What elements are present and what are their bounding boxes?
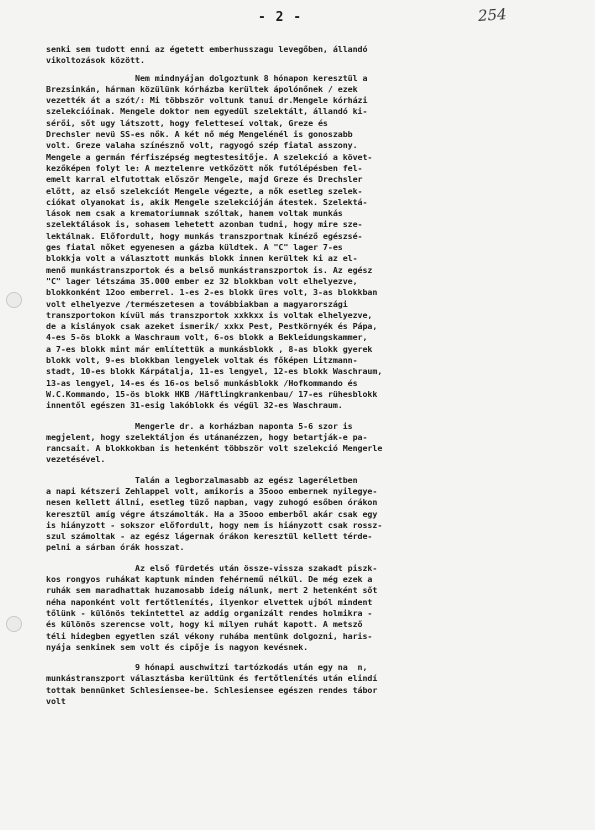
text-line: téli hidegben egyetlen szál vékony ruhába mentünk dolgozni, haris- [46,630,373,641]
text-line: volt elhelyezve /természetesen a továbbiakban a magyarországi [46,298,348,309]
text-line: de a kislányok csak azeket ismerik/ xxkx Pest, Pestkörnyék és Pápa, [46,321,378,332]
paragraph [46,421,566,466]
text-line: szul számoltak - az egész lágernak órákon keresztül kellett térde- [46,531,373,542]
punch-hole-bottom [6,616,22,632]
text-line: menő munkástranszportok és a belső munkástranszportok is. Az egész [46,264,373,275]
text-line: Mengerle dr. a korházban naponta 5-6 szor is [46,420,353,431]
text-line: volt. Greze valaha színésznő volt, ragyogó szép fiatal asszony. [46,140,358,151]
text-line: vikoltozások között. [46,55,145,66]
paragraph [46,44,566,67]
text-line: sérői, sőt ugy látszott, hogy feletteseí voltak, Greze és [46,117,328,128]
text-line: a napi kétszeri Zehlappel volt, amikoris a 35ooo embernek nyilegye- [46,485,378,496]
text-line: Mengele a germán férfiszépség megtestesitője. A szelekció a követ- [46,151,373,162]
text-line: szelekcióinak. Mengele doktor nem egyedül szelektált, állandó ki- [46,106,368,117]
text-line: blokk volt, 9-es blokkban lengyelek voltak és főképen Litzmann- [46,355,358,366]
punch-hole-top [6,292,22,308]
text-line: innentől egészen 31-esig lakóblokk és végül 32-es Waschraum. [46,400,343,411]
text-line: néha naponként volt fertőtlenítés, ilyenkor elvettek ujból mindent [46,596,373,607]
text-line: vezetésével. [46,454,106,465]
text-line: vezették át a szót/: Mi többször voltunk tanui dr.Mengele kórházi [46,95,368,106]
text-line: a 7-es blokk mint már említettük a munkásblokk , 8-as blokk gyerek [46,343,373,354]
document-body [46,44,566,707]
text-line: 9 hónapi auschwitzi tartózkodás után egy na n, [46,662,368,673]
text-line: blokkonként 12oo emberrel. 1-es 2-es blokk üres volt, 3-as blokkban [46,287,378,298]
text-line: rancsait. A blokkokban is hetenként többször volt szelekció Mengerle [46,443,383,454]
paragraph [46,475,566,554]
text-line: "C" lager létszáma 35.000 ember ez 32 blokkban volt elhelyezve, [46,275,358,286]
text-line: Talán a legborzalmasabb az egész lageréletben [46,474,358,485]
paragraph [46,662,566,707]
text-line: munkástranszport választásba kerültünk és fertőtlenítés után elindí [46,673,378,684]
text-line: megjelent, hogy szelektáljon és utánanézzen, hogy betartják-e pa- [46,431,368,442]
page-number: - 2 - [258,10,303,25]
text-line: keresztül amíg végre átszámolták. Ha a 35ooo emberből akár csak egy [46,508,378,519]
text-line: és különös szerencse volt, hogy ki milyen ruhát kapott. A metsző [46,619,363,630]
text-line: lások nem csak a krematoriumnak szóltak, hanem voltak munkás [46,208,343,219]
text-line: ruhák sem maradhattak huzamosabb ideig nálunk, mert 2 hetenként sőt [46,585,378,596]
text-line: Drechsler nevü SS-es nők. A két nő még Mengelénél is gonoszabb [46,129,353,140]
text-line: stadt, 10-es blokk Kárpátalja, 11-es lengyel, 12-es blokk Waschraum, [46,366,383,377]
text-line: emelt karral elfutottak először Mengele, majd Greze és Drechsler [46,174,363,185]
handwritten-archive-number: 254 [477,5,508,25]
text-line: 13-as lengyel, 14-es és 16-os belső munkásblokk /Hofkommando és [46,377,358,388]
text-line: volt [46,696,66,707]
text-line: blokkja volt a választott munkás blokk innen kerültek ki az el- [46,253,358,264]
text-line: Nem mindnyájan dolgoztunk 8 hónapon keresztül a [46,72,368,83]
text-line: tottak bennünket Schlesiensee-be. Schlesiensee egészen rendes tábor [46,684,378,695]
paragraph [46,563,566,653]
text-line: előtt, az első szelekciót Mengele végezte, a nők esetleg szelek- [46,185,363,196]
text-line: lektálnak. Előfordult, hogy munkás transzportnak kinéző egészsé- [46,230,363,241]
text-line: W.C.Kommando, 15-ös blokk HKB /Häftlingkrankenbau/ 17-es rühesblokk [46,388,378,399]
paragraph [46,73,566,412]
text-line: kezőképen folyt le: A meztelenre vetkőzött nők futólépésben fel- [46,162,363,173]
text-line: 4-es 5-ös blokk a Waschraum volt, 6-os blokk a Bekleidungskammer, [46,332,368,343]
text-line: senki sem tudott enni az égetett emberhusszagu levegőben, állandó [46,44,368,54]
text-line: nyája senkinek sem volt és cipője is nagyon kevésnek. [46,641,309,652]
text-line: pelni a sárban órák hosszat. [46,542,185,553]
text-line: Brezsinkán, hárman közülünk kórházba kerültek ápolónőnek / ezek [46,83,358,94]
text-line: is hiányzott - sokszor előfordult, hogy nem is hiányzott csak rossz- [46,519,383,530]
text-line: nesen kellett állni, esetleg tüző napban, vagy zuhogó esőben órákon [46,497,378,508]
text-line: ges fiatal nőket egyenesen a gázba küldtek. A "C" lager 7-es [46,242,343,253]
text-line: tőlünk - különös tekintettel az addig organizált rendes holmikra - [46,607,373,618]
text-line: Az első fürdetés után össze-vissza szakadt piszk- [46,562,378,573]
text-line: transzportokon kívül más transzportok xxkkxx is voltak elhelyezve, [46,309,373,320]
text-line: ciókat olyanokat is, akik Mengele szelekcióján átestek. Szelektá- [46,196,368,207]
text-line: kos rongyos ruhákat kaptunk minden fehérnemű nélkül. De még ezek a [46,574,373,585]
text-line: szelektálások is, sohasem lehetett azonban tudni, hogy mire sze- [46,219,363,230]
